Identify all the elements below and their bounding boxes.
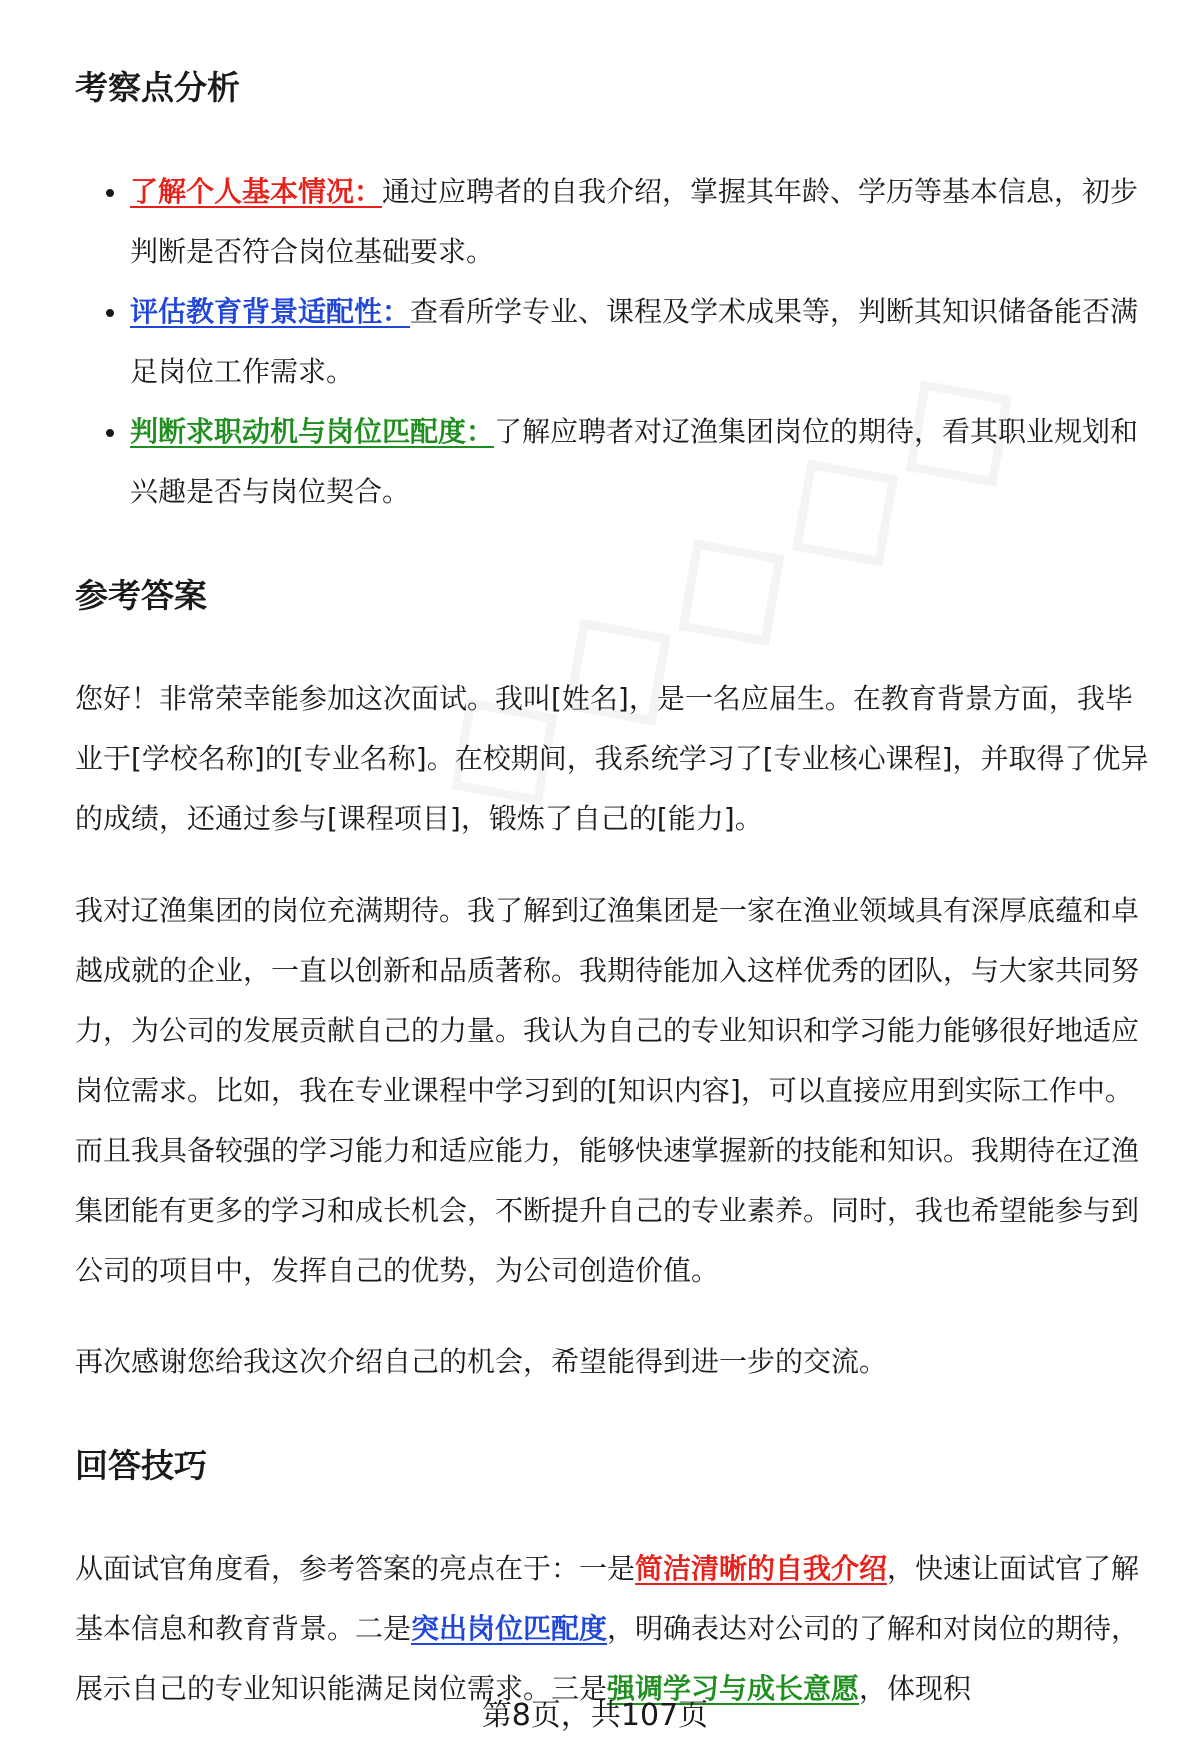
tips-text: ，体现积 [859,1672,972,1705]
tips-text: ，明确表达对公司的了解和对岗位的期待，展示自己的专业知识能满足岗位需求。三是 [75,1612,1140,1705]
bullet-keyword: 判断求职动机与岗位匹配度： [130,415,495,448]
answer-paragraph-1: 您好！非常荣幸能参加这次面试。我叫[姓名]，是一名应届生。在教育背景方面，我毕业于[学校名称]的[专业名称]。在校期间，我系统学习了[专业核心课程]，并取得了优异的成绩，还通过参与[课程项目]，锻炼了自己的[能力]。 [75,682,1149,835]
bullet-item-education [75,282,1160,402]
tips-text: ，快速让面试官了解基本信息和教育背景。二是 [75,1552,1140,1645]
bullet-dot-icon [106,189,114,197]
bullet-item-basic-info [75,162,1160,282]
bullet-item-motivation [75,402,1160,522]
tips-keyword-red: 简洁清晰的自我介绍 [635,1552,888,1585]
page-content [75,58,1160,1719]
bullet-text: 了解应聘者对辽渔集团岗位的期待，看其职业规划和兴趣是否与岗位契合。 [130,415,1139,508]
tips-text: 从面试官角度看，参考答案的亮点在于：一是 [75,1552,636,1585]
section-heading-answer-tips: 回答技巧 [75,1446,207,1485]
tips-keyword-green: 强调学习与成长意愿 [607,1672,860,1705]
bullet-dot-icon [106,429,114,437]
bullet-keyword: 了解个人基本情况： [130,175,383,208]
bullet-text: 查看所学专业、课程及学术成果等，判断其知识储备能否满足岗位工作需求。 [130,295,1139,388]
section-heading-analysis: 考察点分析 [75,68,240,107]
tips-keyword-blue: 突出岗位匹配度 [411,1612,608,1645]
answer-paragraph-3: 再次感谢您给我这次介绍自己的机会，希望能得到进一步的交流。 [75,1345,888,1378]
section-heading-reference-answer: 参考答案 [75,576,207,615]
bullet-dot-icon [106,309,114,317]
analysis-bullet-list [75,162,1160,522]
bullet-keyword: 评估教育背景适配性： [130,295,411,328]
tips-paragraph [75,1539,1160,1719]
page-number-footer: 第8页，共107页 [481,1698,709,1733]
bullet-text: 通过应聘者的自我介绍，掌握其年龄、学历等基本信息，初步判断是否符合岗位基础要求。 [130,175,1139,268]
answer-paragraph-2: 我对辽渔集团的岗位充满期待。我了解到辽渔集团是一家在渔业领域具有深厚底蕴和卓越成就的企业，一直以创新和品质著称。我期待能加入这样优秀的团队，与大家共同努力，为公司的发展贡献自己的力量。我认为自己的专业知识和学习能力能够很好地适应岗位需求。比如，我在专业课程中学习到的[知识内容]，可以直接应用到实际工作中。而且我具备较强的学习能力和适应能力，能够快速掌握新的技能和知识。我期待在辽渔集团能有更多的学习和成长机会，不断提升自己的专业素养。同时，我也希望能参与到公司的项目中，发挥自己的优势，为公司创造价值。 [75,894,1140,1287]
